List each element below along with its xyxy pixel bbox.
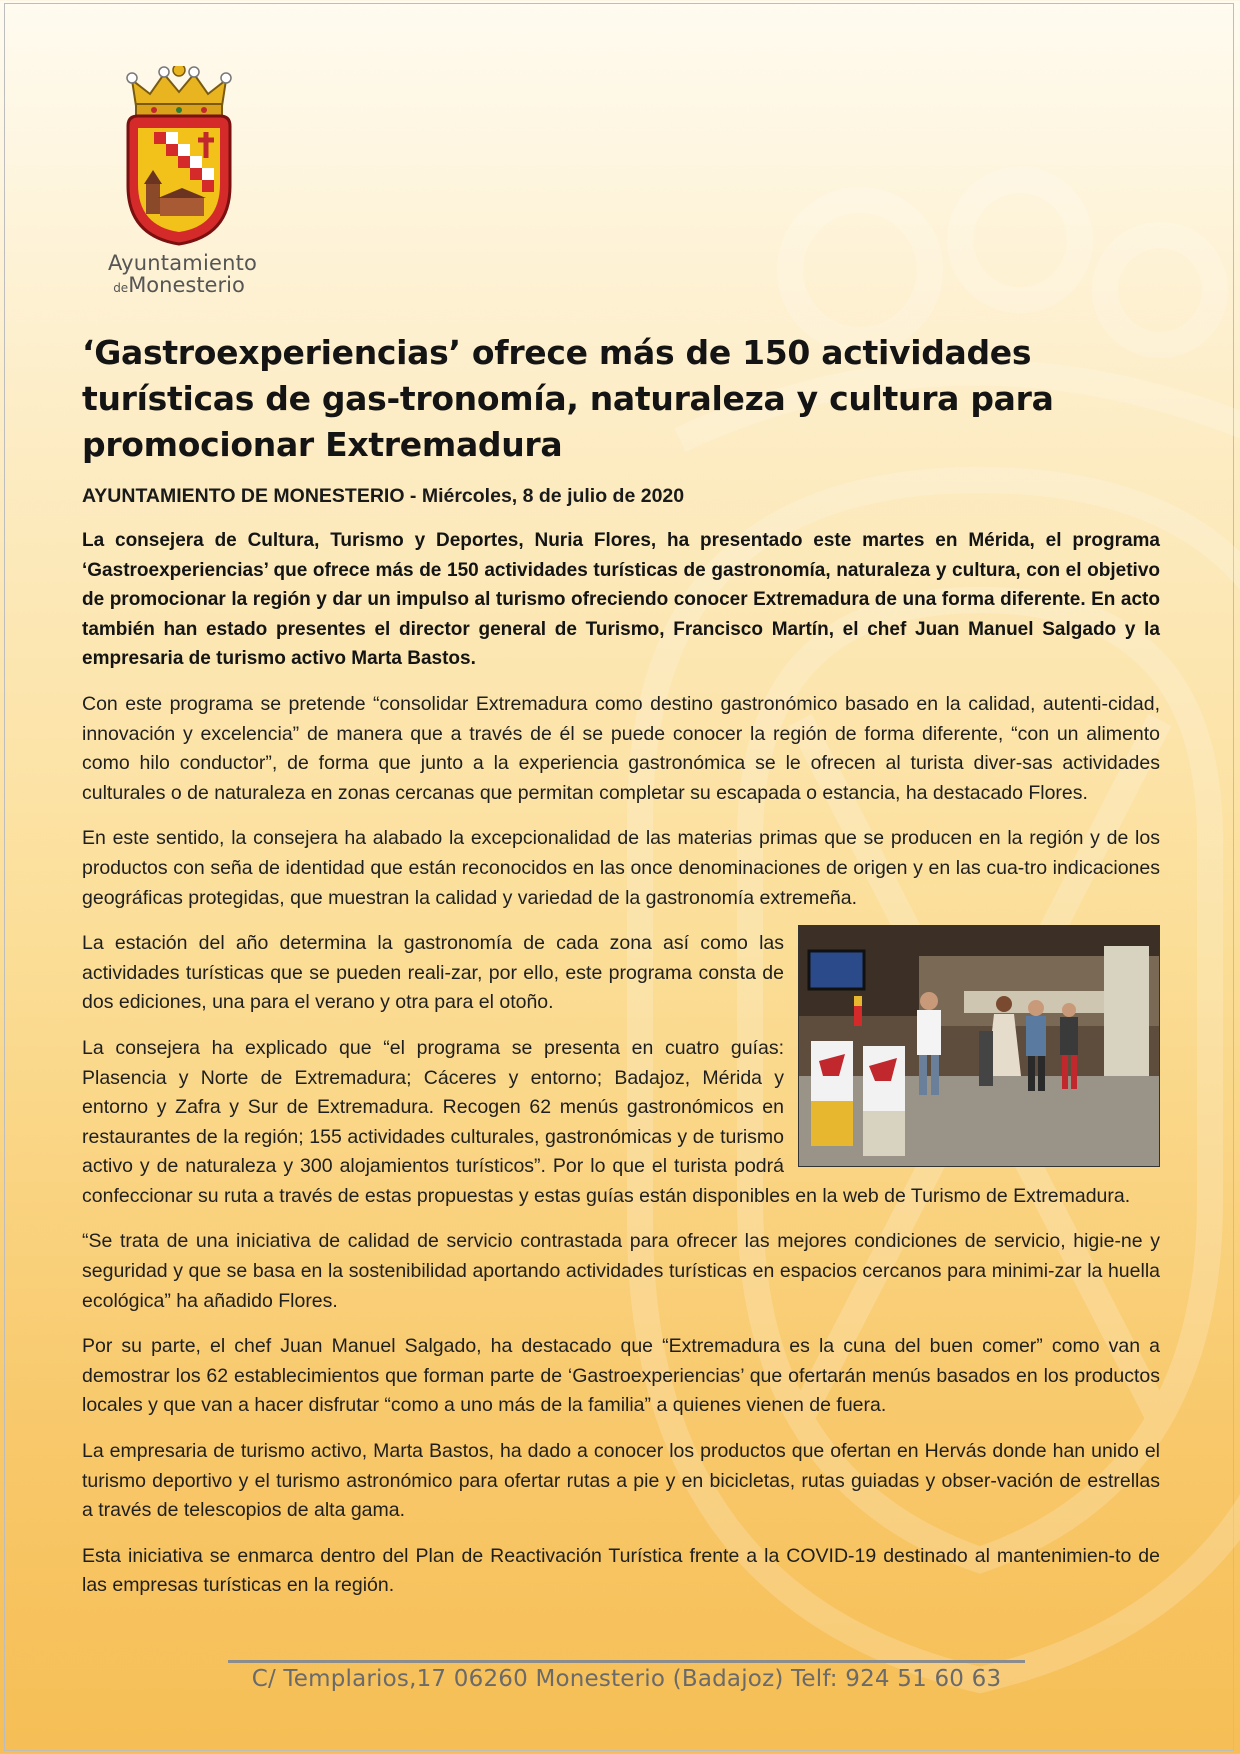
press-conference-photo bbox=[798, 925, 1160, 1167]
article-paragraph-7: La empresaria de turismo activo, Marta Bastos, ha dado a conocer los productos que ofertan en Hervás donde han unido el turismo deportivo y el turismo astronómico para ofertar rutas a pie y en bicicletas, rutas guiadas y obser-vación de estrellas a través de telescopios de alta gama. bbox=[82, 1440, 1160, 1522]
article-body bbox=[82, 330, 1160, 1601]
article-paragraph-4: La consejera ha explicado que “el programa se presenta en cuatro guías: Plasencia y Norte de Extremadura; Cáceres y entorno; Badajoz, Mérida y entorno y Zafra y Sur de Extremadura. Recogen 62 menús gastronómicos en restaurantes de la región; 155 actividades culturales, gastronómicas y de turismo activo y de naturaleza y 300 alojamientos turísticos”. Por lo que el turista podrá confeccionar su ruta a través de estas propuestas y estas guías están disponibles en la web de Turismo de Extremadura. bbox=[82, 1036, 1131, 1207]
article-paragraph-3: La estación del año determina la gastronomía de cada zona así como las actividades turísticas que se pueden reali-zar, por ello, este programa consta de dos ediciones, una para el verano y otra para el otoño. bbox=[82, 932, 784, 1014]
shield-icon bbox=[128, 116, 230, 244]
coat-of-arms-icon bbox=[114, 66, 244, 246]
article-paragraph-8: Esta iniciativa se enmarca dentro del Plan de Reactivación Turística frente a la COVID-19 destinado al mantenimien-to de las empresas turísticas en la región. bbox=[82, 1544, 1160, 1597]
article-title: ‘Gastroexperiencias’ ofrece más de 150 actividades turísticas de gas-tronomía, naturaleza y cultura para promocionar Extremadura bbox=[82, 333, 1054, 464]
footer-address: C/ Templarios,17 06260 Monesterio (Badajoz) Telf: 924 51 60 63 bbox=[251, 1666, 1002, 1692]
article-paragraph-1: Con este programa se pretende “consolidar Extremadura como destino gastronómico basado en la calidad, autenti-cidad, innovación y excelencia” de manera que a través de él se puede conocer la región de forma diferente, “con un alimento como hilo conductor”, de forma que junto a la experiencia gastronómica se le ofrecen al turista diver-sas actividades culturales o de naturaleza en zonas cercanas que permitan completar su escapada o estancia, ha destacado Flores. bbox=[82, 692, 1160, 804]
municipality-logo bbox=[108, 66, 258, 298]
article-lead: La consejera de Cultura, Turismo y Deportes, Nuria Flores, ha presentado este martes en Mérida, el programa ‘Gastroexperiencias’ que ofrece más de 150 actividades turísticas de gastronomía, naturaleza y cultura, con el objetivo de promocionar la región y dar un impulso al turismo ofreciendo conocer Extremadura de una forma diferente. En acto también han estado presentes el director general de Turismo, Francisco Martín, el chef Juan Manuel Salgado y la empresaria de turismo activo Marta Bastos. bbox=[82, 530, 1160, 670]
logo-title-line2: Monesterio bbox=[128, 273, 245, 298]
article-paragraph-6: Por su parte, el chef Juan Manuel Salgado, ha destacado que “Extremadura es la cuna del buen comer” como van a demostrar los 62 establecimientos que forman parte de ‘Gastroexperiencias’ que ofertarán menús basados en los productos locales y que van a hacer disfrutar “como a uno más de la familia” a quienes vienen de fuera. bbox=[82, 1335, 1160, 1417]
crown-icon bbox=[127, 66, 231, 116]
article-dateline: AYUNTAMIENTO DE MONESTERIO - Miércoles, 8 de julio de 2020 bbox=[82, 485, 685, 507]
footer-divider bbox=[228, 1660, 1025, 1663]
logo-title-line1: Ayuntamiento bbox=[108, 251, 258, 275]
logo-title-de: de bbox=[113, 281, 129, 296]
article-paragraph-5: “Se trata de una iniciativa de calidad de servicio contrastada para ofrecer las mejores condiciones de servicio, higie-ne y seguridad y que se basa en la sostenibilidad aportando actividades turísticas en espacios cercanos para minimi-zar la huella ecológica” ha añadido Flores. bbox=[82, 1230, 1160, 1312]
article-paragraph-2: En este sentido, la consejera ha alabado la excepcionalidad de las materias primas que se producen en la región y de los productos con seña de identidad que están reconocidos en las once denominaciones de origen y en las cua-tro indicaciones geográficas protegidas, que muestran la calidad y variedad de la gastronomía extremeña. bbox=[82, 827, 1160, 909]
